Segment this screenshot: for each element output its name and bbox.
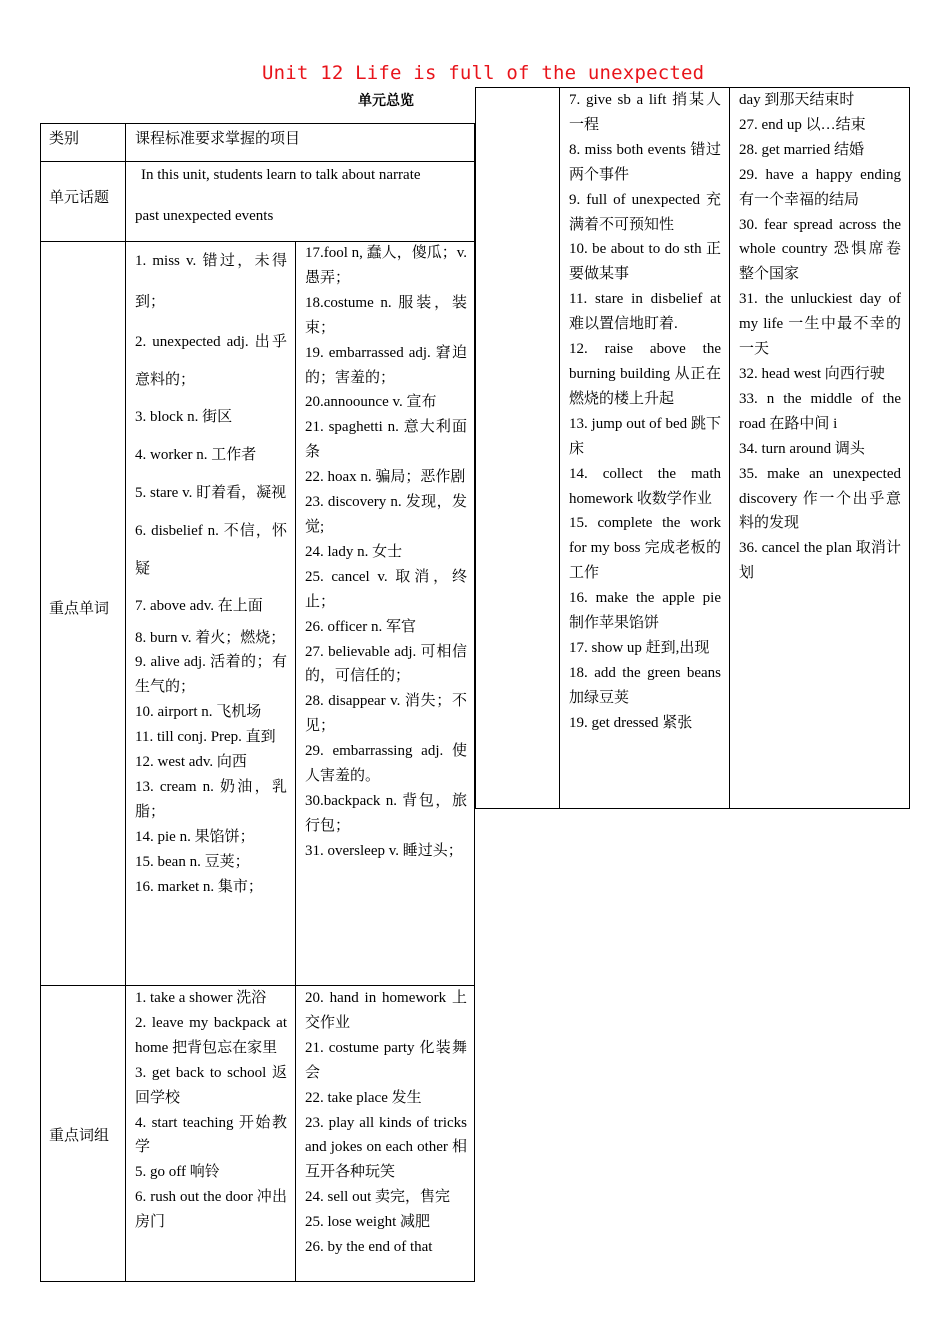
- phrases-column-4: [739, 88, 901, 586]
- phrase-item: 29. have a happy ending 有一个幸福的结局: [739, 166, 901, 208]
- phrase-item: 12. raise above the burning building 从正在燃烧的楼上升起: [569, 341, 721, 407]
- words-column-1: [135, 241, 287, 899]
- word-item: 5. stare v. 盯着看，凝视: [135, 485, 287, 501]
- phrase-item: 21. costume party 化装舞会: [305, 1039, 467, 1081]
- phrase-item: 28. get married 结婚: [739, 141, 864, 158]
- phrases-column-3: [569, 88, 721, 736]
- header-category: 类别: [49, 129, 80, 147]
- phrase-item: 32. head west 向西行驶: [739, 365, 885, 382]
- word-item: 21. spaghetti n. 意大利面条: [305, 419, 467, 461]
- phrase-item: 3. get back to school 返回学校: [135, 1064, 287, 1106]
- phrases-column-1: [135, 986, 287, 1235]
- phrase-item: 5. go off 响铃: [135, 1164, 220, 1181]
- phrase-item: 2. leave my backpack at home 把背包忘在家里: [135, 1014, 287, 1056]
- word-item: 14. pie n. 果馅饼；: [135, 828, 255, 845]
- phrase-item: 22. take place 发生: [305, 1089, 422, 1106]
- word-item: 2. unexpected adj. 出乎意料的；: [135, 334, 287, 388]
- topic-line-2: past unexpected events: [135, 208, 274, 224]
- word-item: 3. block n. 街区: [135, 409, 233, 425]
- phrase-item: 4. start teaching 开始教学: [135, 1114, 287, 1156]
- word-item: 16. market n. 集市；: [135, 878, 263, 895]
- phrase-item: 23. play all kinds of tricks and jokes on each other 相互开各种玩笑: [305, 1114, 467, 1181]
- word-item: 1. miss v. 错过，未得到；: [135, 253, 287, 310]
- words-label: 重点单词: [49, 599, 110, 617]
- phrase-item: 18. add the green beans 加绿豆荚: [569, 664, 721, 706]
- word-item: 30.backpack n. 背包，旅行包；: [305, 792, 467, 834]
- word-item: 29. embarrassing adj. 使人害羞的。: [305, 743, 467, 785]
- phrase-item: day 到那天结束时: [739, 92, 855, 108]
- topic-content: [135, 162, 467, 229]
- phrase-item: 10. be about to do sth 正要做某事: [569, 241, 721, 283]
- topic-line-1: In this unit, students learn to talk about narrate: [141, 167, 421, 183]
- phrase-item: 33. n the middle of the road 在路中间 i: [739, 390, 901, 432]
- word-item: 4. worker n. 工作者: [135, 446, 257, 463]
- word-item: 17.fool n, 蠢人，傻瓜；v.愚弄；: [305, 245, 467, 286]
- phrase-item: 15. complete the work for my boss 完成老板的工作: [569, 515, 721, 582]
- word-item: 27. believable adj. 可相信的，可信任的；: [305, 643, 467, 685]
- word-item: 8. burn v. 着火；燃烧；: [135, 629, 286, 646]
- phrase-item: 6. rush out the door 冲出房门: [135, 1189, 287, 1231]
- phrase-item: 9. full of unexpected 充满着不可预知性: [569, 191, 721, 233]
- phrase-item: 11. stare in disbelief at 难以置信地盯着.: [569, 291, 721, 333]
- phrases-label: 重点词组: [49, 1126, 110, 1144]
- word-item: 13. cream n. 奶油，乳脂；: [135, 778, 287, 820]
- word-item: 24. lady n. 女士: [305, 543, 403, 560]
- word-item: 9. alive adj. 活着的；有生气的；: [135, 654, 287, 696]
- page-title: Unit 12 Life is full of the unexpected: [262, 62, 705, 84]
- phrase-item: 30. fear spread across the whole country 恐惧席卷整个国家: [739, 216, 901, 283]
- phrase-item: 1. take a shower 洗浴: [135, 990, 267, 1006]
- phrases-column-2: [305, 986, 467, 1260]
- phrase-item: 20. hand in homework 上交作业: [305, 990, 467, 1031]
- phrase-item: 16. make the apple pie 制作苹果馅饼: [569, 590, 721, 632]
- word-item: 12. west adv. 向西: [135, 754, 247, 771]
- word-item: 31. oversleep v. 睡过头；: [305, 842, 463, 859]
- phrase-item: 13. jump out of bed 跳下床: [569, 415, 721, 457]
- words-column-2: [305, 241, 467, 864]
- phrase-item: 36. cancel the plan 取消计划: [739, 540, 901, 582]
- phrase-item: 7. give sb a lift 捎某人一程: [569, 92, 721, 133]
- phrase-item: 27. end up 以…结束: [739, 116, 866, 133]
- phrase-item: 35. make an unexpected discovery 作一个出乎意料的发现: [739, 465, 901, 532]
- word-item: 25. cancel v. 取消，终止；: [305, 568, 467, 610]
- word-item: 15. bean n. 豆荚；: [135, 853, 250, 870]
- word-item: 28. disappear v. 消失；不见；: [305, 693, 467, 735]
- phrase-item: 8. miss both events 错过两个事件: [569, 141, 721, 183]
- word-item: 11. till conj. Prep. 直到: [135, 729, 276, 746]
- overview-title: 单元总览: [358, 93, 414, 109]
- word-item: 7. above adv. 在上面: [135, 598, 263, 614]
- word-item: 6. disbelief n. 不信，怀疑: [135, 523, 287, 577]
- phrase-item: 31. the unluckiest day of my life 一生中最不幸的一天: [739, 291, 901, 358]
- phrase-item: 24. sell out 卖完，售完: [305, 1189, 450, 1206]
- word-item: 20.annoounce v. 宣布: [305, 394, 437, 411]
- phrase-item: 17. show up 赶到,出现: [569, 639, 710, 656]
- word-item: 18.costume n. 服装，装束；: [305, 294, 467, 336]
- phrase-item: 19. get dressed 紧张: [569, 714, 693, 731]
- word-item: 22. hoax n. 骗局；恶作剧: [305, 469, 466, 486]
- phrase-item: 34. turn around 调头: [739, 440, 865, 457]
- word-item: 23. discovery n. 发现，发觉;: [305, 494, 467, 535]
- word-item: 26. officer n. 军官: [305, 618, 416, 635]
- phrase-item: 25. lose weight 减肥: [305, 1214, 430, 1231]
- topic-label: 单元话题: [49, 188, 110, 206]
- word-item: 10. airport n. 飞机场: [135, 704, 262, 721]
- phrase-item: 26. by the end of that: [305, 1239, 433, 1256]
- word-item: 19. embarrassed adj. 窘迫的；害羞的；: [305, 344, 467, 386]
- phrase-item: 14. collect the math homework 收数学作业: [569, 465, 721, 507]
- header-requirement: 课程标准要求掌握的项目: [135, 129, 301, 147]
